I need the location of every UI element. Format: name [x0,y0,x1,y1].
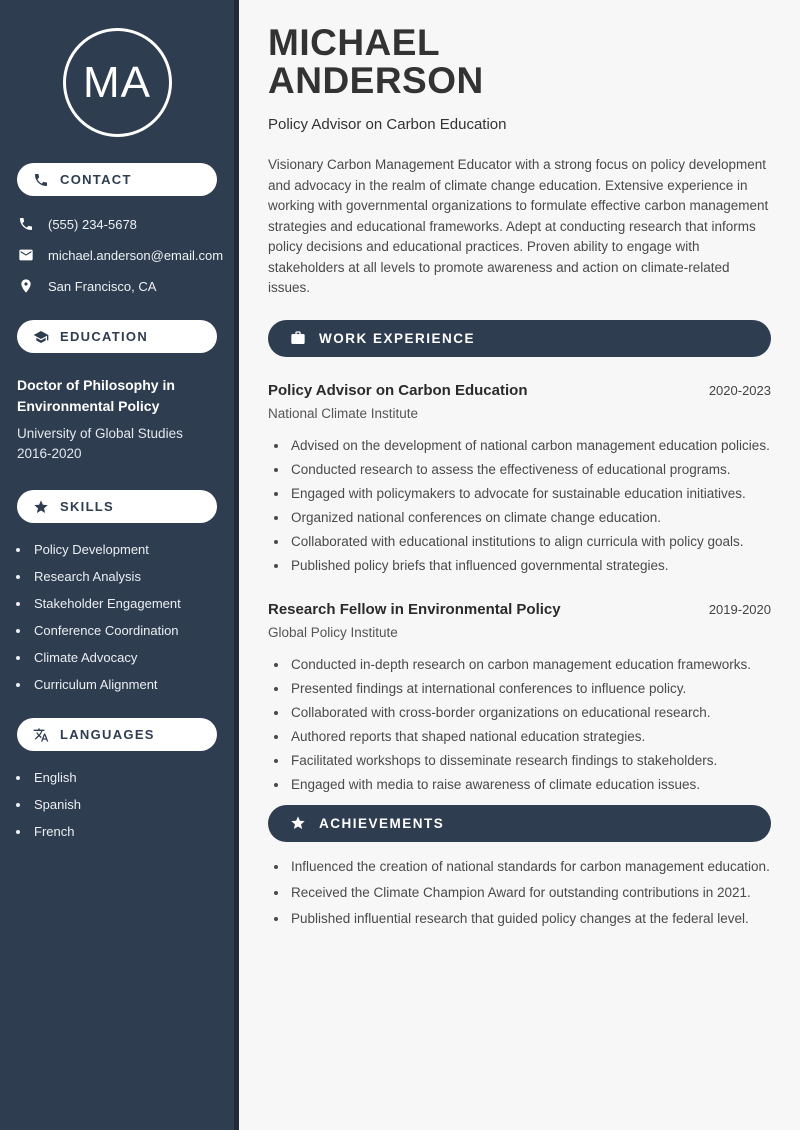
job-bullet-list [268,436,771,576]
achievements-title: ACHIEVEMENTS [319,815,445,831]
name-line-1: MICHAEL [268,22,441,63]
education-years: 2016-2020 [17,446,82,461]
contact-list [18,216,224,294]
job-title: Policy Advisor on Carbon Education [268,381,528,399]
avatar-initials: MA [83,57,151,107]
skills-section-header [17,490,217,523]
job-entry-2 [268,601,771,795]
main-content [239,0,800,1130]
education-degree: Doctor of Philosophy in Environmental Policy [17,377,175,414]
avatar-wrap [0,28,234,137]
email-icon [18,247,34,263]
education-entry [17,375,217,464]
language-item: • Spanish [31,797,234,812]
achievement-bullet: • Received the Climate Champion Award for outstanding contributions in 2021. [289,883,771,903]
job-dates: 2019-2020 [708,601,771,617]
achievement-bullet: • Influenced the creation of national standards for carbon management education. [289,857,771,877]
job-bullet: • Advised on the development of national carbon management education policies. [289,436,771,456]
job-header [268,601,771,618]
job-bullet: • Engaged with policymakers to advocate for sustainable education initiatives. [289,484,771,504]
achievements-list [268,857,771,929]
star-icon [33,499,49,515]
skill-item: • Stakeholder Engagement [31,596,234,611]
work-experience-section-header [268,320,771,357]
location-icon [18,278,34,294]
sidebar [0,0,239,1130]
job-bullet: • Collaborated with educational institutions to align curricula with policy goals. [289,532,771,552]
skill-item: • Research Analysis [31,569,234,584]
skill-item: • Curriculum Alignment [31,677,234,692]
skill-item: • Policy Development [31,542,234,557]
star-icon [290,815,306,831]
job-entry-1 [268,382,771,576]
skill-item: • Climate Advocacy [31,650,234,665]
contact-row-email [18,247,224,263]
contact-row-phone [18,216,216,232]
contact-row-location [18,278,216,294]
job-bullet: • Collaborated with cross-border organizations on educational research. [289,703,771,723]
graduation-cap-icon [33,329,49,345]
job-title: Research Fellow in Environmental Policy [268,600,561,618]
skill-item: • Conference Coordination [31,623,234,638]
job-bullet: • Conducted in-depth research on carbon management education frameworks. [289,655,771,675]
translate-icon [33,727,49,743]
languages-section-title: LANGUAGES [60,727,155,742]
contact-section-header [17,163,217,196]
education-school: University of Global Studies [17,426,183,441]
skills-section-title: SKILLS [60,499,115,514]
job-bullet: • Conducted research to assess the effectiveness of educational programs. [289,460,771,480]
phone-icon [33,172,49,188]
language-item: • English [31,770,234,785]
work-experience-title: WORK EXPERIENCE [319,330,476,346]
skills-list [0,542,234,692]
avatar [63,28,172,137]
education-section-title: EDUCATION [60,329,149,344]
job-bullet: • Facilitated workshops to disseminate research findings to stakeholders. [289,751,771,771]
job-bullet: • Authored reports that shaped national education strategies. [289,727,771,747]
page-title [268,24,771,100]
job-bullet: • Organized national conferences on climate change education. [289,508,771,528]
education-section-header [17,320,217,353]
job-title-subtitle: Policy Advisor on Carbon Education [268,116,507,133]
contact-section-title: CONTACT [60,172,132,187]
location-value: San Francisco, CA [48,278,157,294]
language-item: • French [31,824,234,839]
languages-section-header [17,718,217,751]
job-bullet: • Engaged with media to raise awareness of climate education issues. [289,775,771,795]
briefcase-icon [290,330,306,346]
job-bullet: • Presented findings at international conferences to influence policy. [289,679,771,699]
phone-icon [18,216,34,232]
email-value: michael.anderson@email.com [48,247,224,263]
phone-value: (555) 234-5678 [48,216,137,232]
summary-paragraph: Visionary Carbon Management Educator with a strong focus on policy development and advocacy in the realm of climate change education. Extensive experience in working with governmental organizations to formulate effective carbon management strategies and educational frameworks. Adept at conducting research that informs policy decisions and educational practices. Proven ability to engage with stakeholders at all levels to promote awareness and action on climate-related issues. [268,157,769,295]
job-dates: 2020-2023 [708,382,771,398]
achievement-bullet: • Published influential research that guided policy changes at the federal level. [289,909,771,929]
achievements-section-header [268,805,771,842]
job-company: Global Policy Institute [268,624,398,640]
languages-list [0,770,234,839]
job-bullet: • Published policy briefs that influenced governmental strategies. [289,556,771,576]
job-bullet-list [268,655,771,795]
job-header [268,382,771,399]
name-line-2: ANDERSON [268,60,484,101]
job-company: National Climate Institute [268,405,419,421]
